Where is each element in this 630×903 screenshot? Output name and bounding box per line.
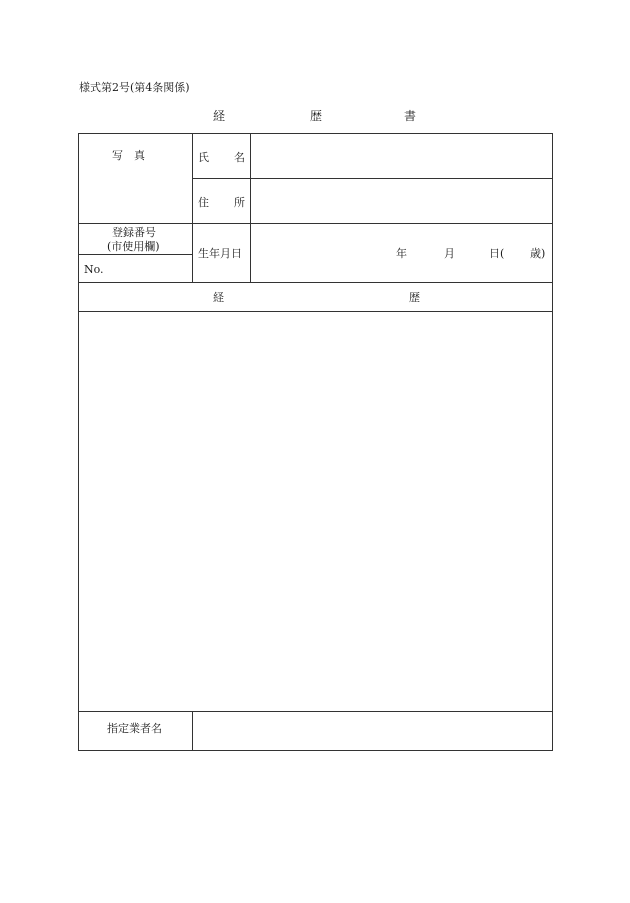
photo-label: 写 真 <box>112 149 145 162</box>
divider-contractor <box>78 711 553 712</box>
birth-year-label: 年 <box>396 247 407 260</box>
birth-day-label: 日( <box>489 247 505 260</box>
name-label-1: 氏 <box>198 151 209 164</box>
address-field[interactable] <box>252 180 551 222</box>
title-char-1: 経 <box>213 109 226 123</box>
name-field[interactable] <box>252 135 551 177</box>
divider-photo-registration <box>78 223 553 224</box>
history-header-2: 歴 <box>409 291 420 304</box>
registration-no-field[interactable] <box>104 257 190 281</box>
age-label: 歳) <box>530 247 546 260</box>
divider-registration-no <box>78 254 193 255</box>
divider-history-body <box>78 311 553 312</box>
registration-sublabel: (市使用欄) <box>107 240 160 253</box>
history-header-1: 経 <box>213 291 224 304</box>
address-label-1: 住 <box>198 196 209 209</box>
history-area[interactable] <box>80 313 551 709</box>
registration-label: 登録番号 <box>112 226 156 239</box>
divider-history-header <box>78 282 553 283</box>
contractor-field[interactable] <box>194 713 551 749</box>
form-number: 様式第2号(第4条関係) <box>79 81 190 94</box>
title-char-3: 書 <box>404 109 417 123</box>
title-char-2: 歴 <box>310 109 323 123</box>
address-label-2: 所 <box>234 196 245 209</box>
name-label-2: 名 <box>234 151 245 164</box>
divider-contractor-column <box>192 711 193 751</box>
birthdate-label: 生年月日 <box>198 247 242 260</box>
contractor-label: 指定業者名 <box>107 722 162 735</box>
registration-no-label: No. <box>84 263 104 276</box>
birth-month-label: 月 <box>444 247 455 260</box>
